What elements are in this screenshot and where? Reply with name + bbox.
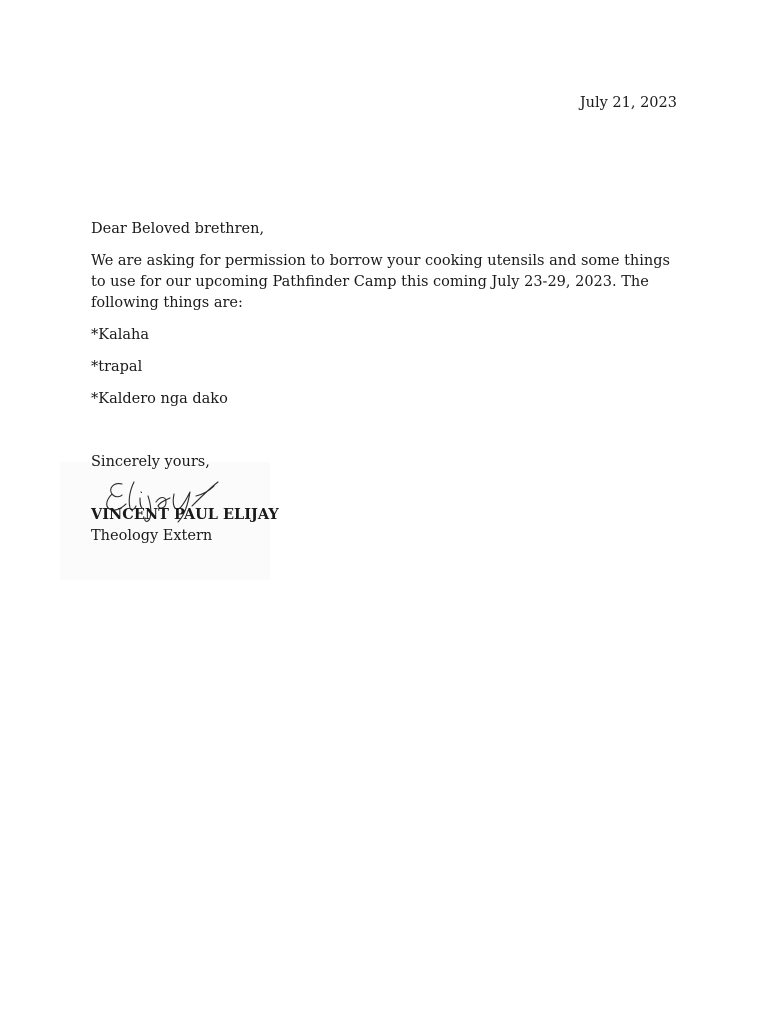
list-item-2: *trapal bbox=[91, 359, 143, 375]
signer-name: VINCENT PAUL ELIJAY bbox=[91, 506, 279, 523]
closing: Sincerely yours, bbox=[91, 454, 210, 470]
body-paragraph: We are asking for permission to borrow your cooking utensils and some things to use for our upcoming Pathfinder Camp this coming July 23-29, 2023. The following things are: bbox=[91, 253, 670, 311]
letter-content bbox=[91, 219, 681, 421]
salutation: Dear Beloved brethren, bbox=[91, 221, 265, 237]
list-item-3: *Kaldero nga dako bbox=[91, 391, 228, 407]
list-item-1: *Kalaha bbox=[91, 327, 149, 343]
letter-date: July 21, 2023 bbox=[579, 95, 677, 111]
signer-title: Theology Extern bbox=[91, 528, 213, 544]
